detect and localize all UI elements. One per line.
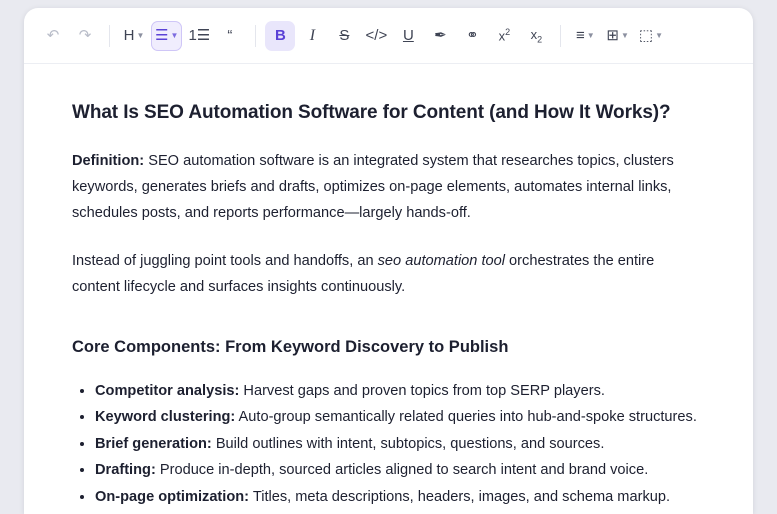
italic-button[interactable] <box>297 21 327 51</box>
highlight-glyph: ✒ <box>434 27 447 44</box>
code-button[interactable] <box>361 21 391 51</box>
list-item-text: Harvest gaps and proven topics from top SERP players. <box>239 382 605 399</box>
paragraph-definition-lead: Definition: <box>72 152 145 169</box>
editor-window <box>24 8 753 514</box>
bold-glyph: B <box>274 27 286 44</box>
code-glyph: </> <box>365 27 388 44</box>
list-item-text: Produce in-depth, sourced articles aligned to search intent and brand voice. <box>155 462 649 479</box>
paragraph-intro-after: orchestrates the entire content lifecycle and surfaces insights continuously. <box>72 252 655 295</box>
table-dropdown[interactable] <box>602 21 633 51</box>
section-heading-core-components: Core Components: From Keyword Discovery to Publish <box>72 337 509 356</box>
paragraph-intro-before: Instead of juggling point tools and handoffs, an <box>72 252 378 269</box>
undo-glyph: ↶ <box>46 27 60 44</box>
align-dropdown[interactable] <box>570 21 600 51</box>
link-icon[interactable] <box>457 21 487 51</box>
core-components-list <box>72 379 705 511</box>
numbered-list-button[interactable] <box>184 21 214 51</box>
list-item <box>95 485 705 511</box>
numbered-list-glyph: 1☰ <box>188 27 211 44</box>
subscript-button[interactable] <box>521 21 551 51</box>
chevron-down-icon: ▼ <box>136 30 145 40</box>
table-glyph: ⊞ <box>606 27 619 44</box>
list-item <box>95 405 705 431</box>
heading-style-glyph: H <box>123 27 135 44</box>
list-item-text: Titles, meta descriptions, headers, images, and schema markup. <box>249 488 671 505</box>
page-title: What Is SEO Automation Software for Content (and How It Works)? <box>72 102 671 123</box>
chevron-down-icon: ▼ <box>170 30 179 40</box>
align-glyph: ≡ <box>576 27 585 44</box>
subscript-glyph: $x_2$ <box>530 26 543 45</box>
list-item-lead: On-page optimization: <box>95 488 250 505</box>
list-item-lead: Drafting: <box>95 462 156 479</box>
list-item-lead: Competitor analysis: <box>95 382 240 399</box>
image-dropdown[interactable] <box>635 21 667 51</box>
quote-glyph: “ <box>227 27 236 44</box>
bold-button[interactable] <box>265 21 295 51</box>
toolbar-separator <box>560 25 561 47</box>
bulleted-list-glyph: ☰ <box>155 27 169 44</box>
superscript-glyph: $x^2$ <box>498 27 511 44</box>
redo-icon <box>70 21 100 51</box>
list-item <box>95 432 705 458</box>
list-item-lead: Keyword clustering: <box>95 409 236 426</box>
list-item-lead: Brief generation: <box>95 435 212 452</box>
paragraph-definition-text: SEO automation software is an integrated system that researches topics, clusters keywords, generates briefs and drafts, optimizes on-page elements, automates internal links, schedules posts, and reports performance—largely hands-off. <box>72 152 674 221</box>
italic-glyph: I <box>309 26 316 44</box>
paragraph-intro-emphasis: seo automation tool <box>377 252 505 269</box>
underline-glyph: U <box>402 27 414 44</box>
toolbar-separator <box>255 25 256 47</box>
image-glyph: ⬚ <box>638 27 654 44</box>
quote-button[interactable] <box>216 21 246 51</box>
chevron-down-icon: ▼ <box>655 30 663 40</box>
redo-glyph: ↷ <box>78 27 92 44</box>
paragraph-intro <box>72 248 705 300</box>
highlight-icon[interactable] <box>425 21 455 51</box>
toolbar-separator <box>109 25 110 47</box>
chevron-down-icon: ▼ <box>586 30 595 40</box>
underline-button[interactable] <box>393 21 423 51</box>
list-item <box>95 458 705 484</box>
chevron-down-icon: ▼ <box>620 30 629 40</box>
heading-style-dropdown[interactable] <box>119 21 149 51</box>
strikethrough-button[interactable] <box>329 21 359 51</box>
link-glyph: ⚭ <box>466 27 479 44</box>
bulleted-list-dropdown[interactable] <box>151 21 182 51</box>
strikethrough-glyph: S <box>339 27 350 44</box>
document-canvas[interactable] <box>24 64 753 514</box>
list-item-text: Build outlines with intent, subtopics, questions, and sources. <box>211 435 605 452</box>
paragraph-definition <box>72 148 705 226</box>
superscript-button[interactable] <box>489 21 519 51</box>
editor-toolbar <box>24 8 753 64</box>
list-item <box>95 379 705 405</box>
list-item-text: Auto-group semantically related queries into hub-and-spoke structures. <box>235 409 697 426</box>
undo-icon <box>38 21 68 51</box>
